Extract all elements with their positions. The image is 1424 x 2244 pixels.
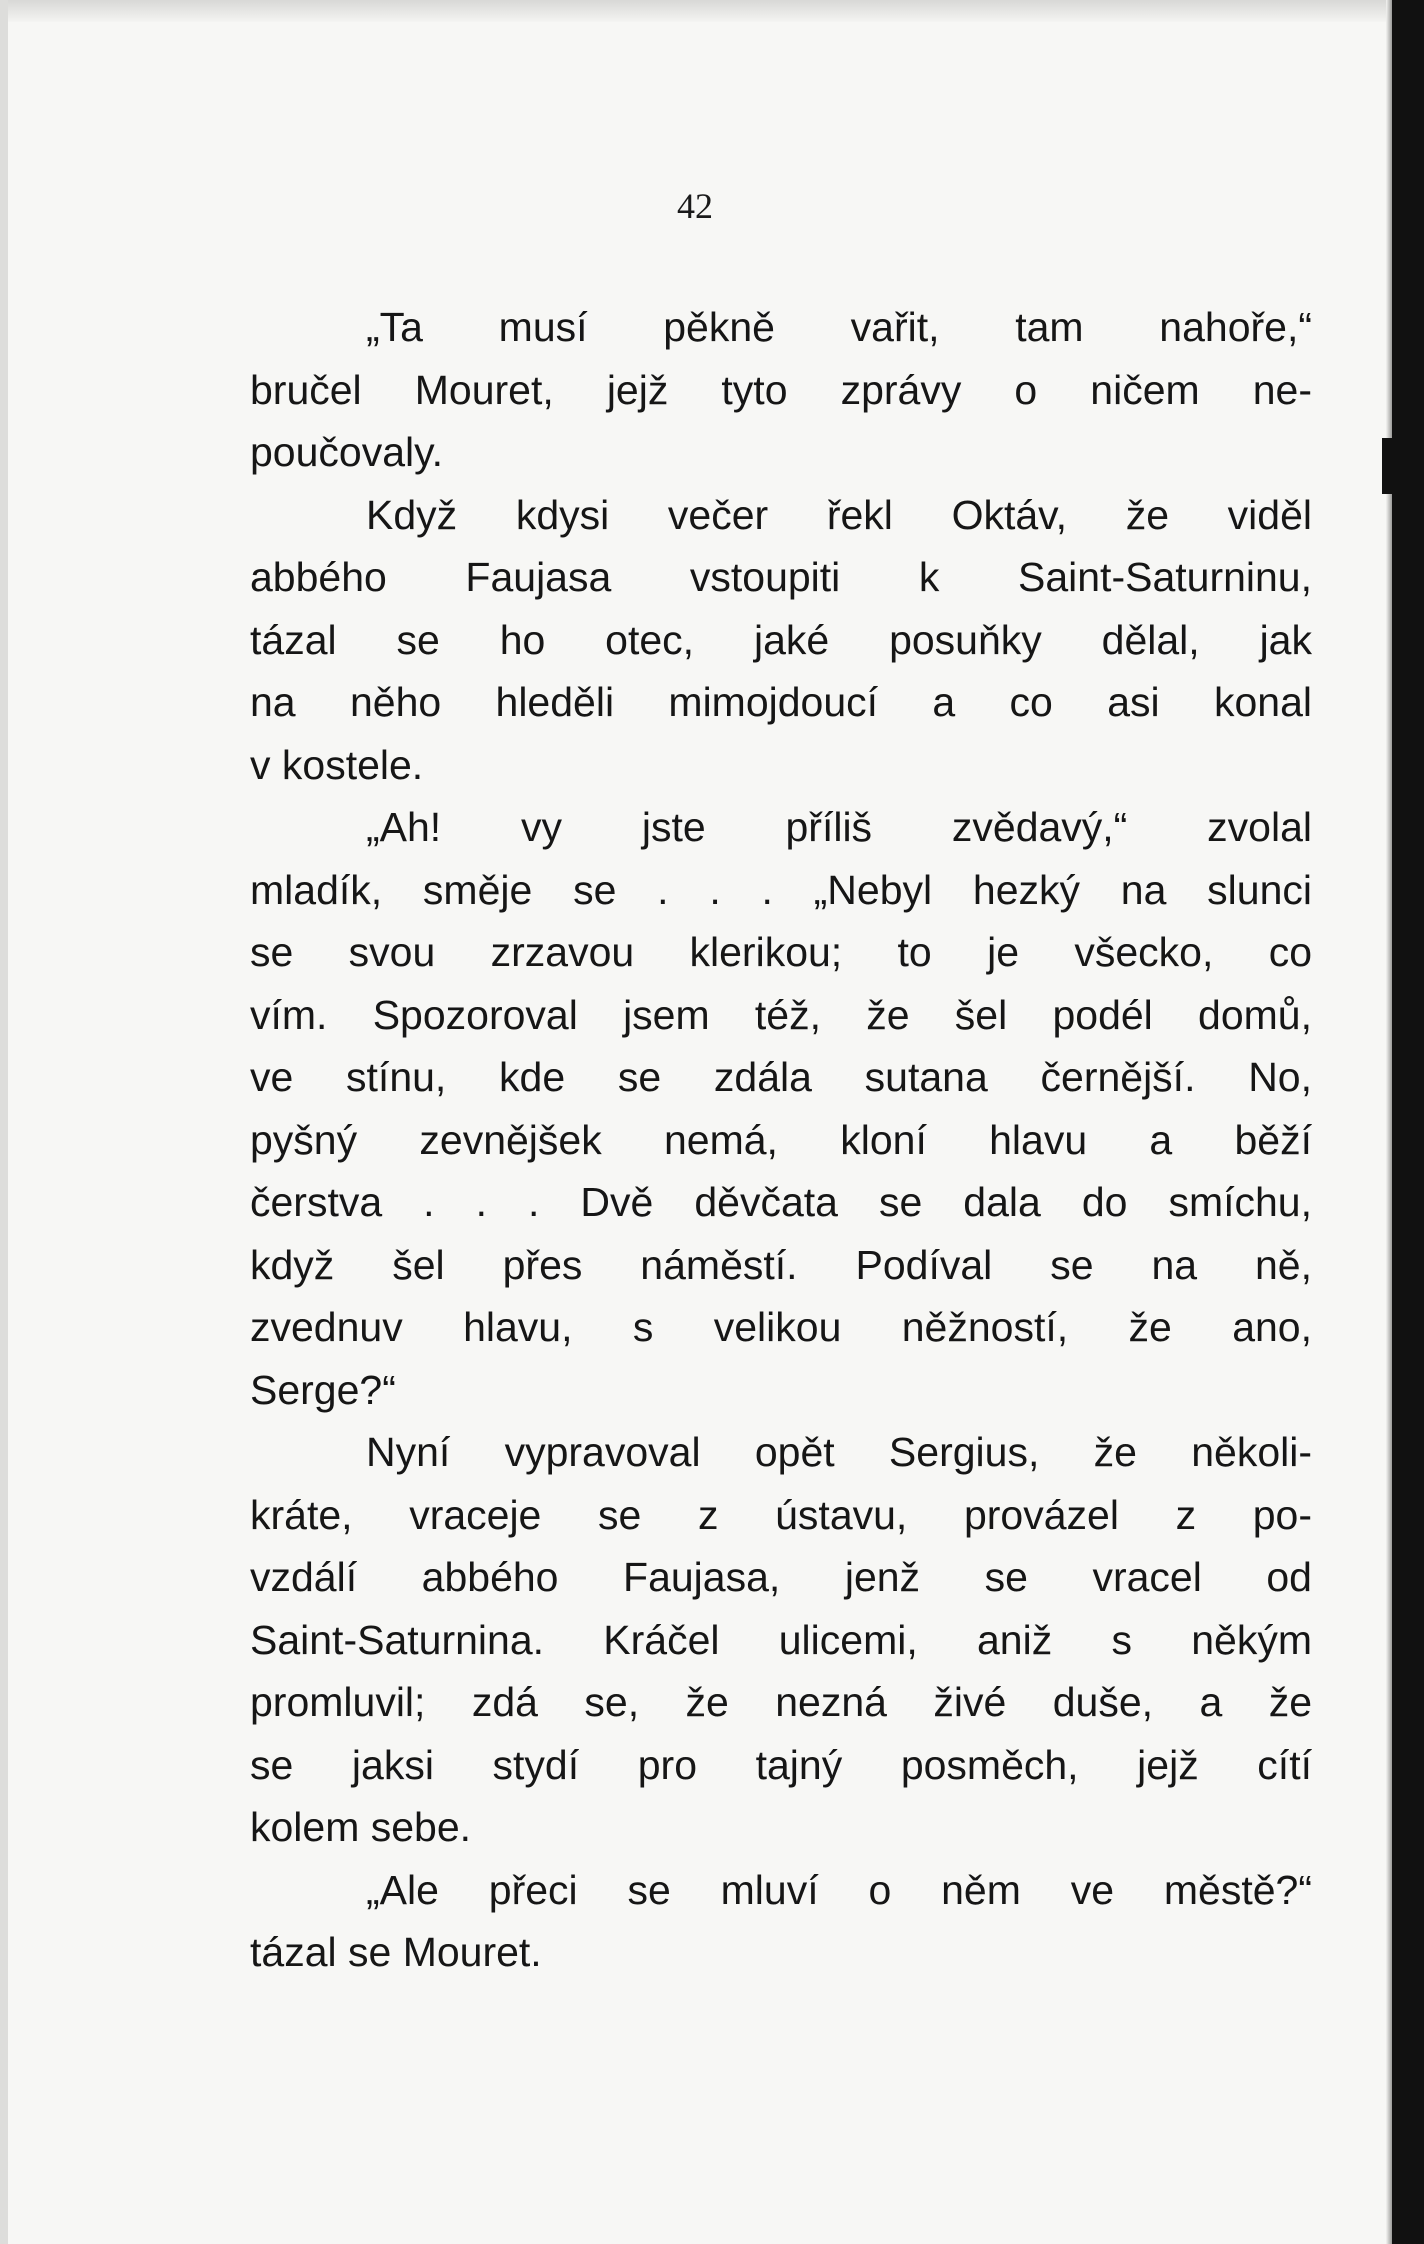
text-line: v kostele. (250, 741, 424, 788)
page-top-edge (0, 0, 1424, 22)
paragraph (250, 1859, 1312, 1984)
paragraph (250, 484, 1312, 797)
text-line: pyšný zevnějšek nemá, kloní hlavu a běží (250, 1116, 1312, 1163)
text-line: „Ta musí pěkně vařit, tam nahoře,“ (366, 304, 1312, 350)
text-line: ve stínu, kde se zdála sutana černější. No, (250, 1054, 1312, 1100)
page-text (250, 296, 1312, 1984)
text-line: Saint-Saturnina. Kráčel ulicemi, aniž s někým (250, 1616, 1312, 1663)
text-line: když šel přes náměstí. Podíval se na ně, (250, 1241, 1312, 1288)
paragraph (250, 796, 1312, 1421)
text-line: promluvil; zdá se, že nezná živé duše, a že (250, 1679, 1312, 1725)
text-line: mladík, směje se . . . „Nebyl hezký na slunci (250, 866, 1312, 913)
text-line: na něho hleděli mimojdoucí a co asi konal (250, 679, 1312, 725)
paragraph (250, 1421, 1312, 1859)
text-line: abbého Faujasa vstoupiti k Saint-Saturninu, (250, 554, 1312, 600)
text-line: se svou zrzavou klerikou; to je všecko, co (250, 929, 1312, 975)
scan-border (1392, 0, 1424, 2244)
page-left-edge (0, 0, 8, 2244)
paragraph (250, 296, 1312, 484)
text-line: vím. Spozoroval jsem též, že šel podél domů, (250, 991, 1312, 1038)
text-line: čerstva . . . Dvě děvčata se dala do smíchu, (250, 1179, 1312, 1225)
text-line: „Ale přeci se mluví o něm ve městě?“ (366, 1866, 1312, 1913)
text-line: se jaksi stydí pro tajný posměch, jejž cítí (250, 1741, 1312, 1788)
text-line: „Ah! vy jste příliš zvědavý,“ zvolal (366, 804, 1312, 850)
text-line: kolem sebe. (250, 1804, 472, 1850)
text-line: zvednuv hlavu, s velikou něžností, že ano, (250, 1304, 1312, 1350)
text-line: tázal se Mouret. (250, 1929, 542, 1975)
text-line: Nyní vypravoval opět Sergius, že několi- (366, 1429, 1312, 1475)
text-line: bručel Mouret, jejž tyto zprávy o ničem ne- (250, 366, 1312, 413)
page-number: 42 (677, 186, 713, 226)
text-line: Když kdysi večer řekl Oktáv, že viděl (366, 491, 1312, 538)
text-line: tázal se ho otec, jaké posuňky dělal, jak (250, 616, 1312, 663)
text-line: poučovaly. (250, 429, 443, 475)
text-line: Serge?“ (250, 1366, 396, 1413)
text-line: kráte, vraceje se z ústavu, provázel z po- (250, 1491, 1312, 1538)
scan-border-notch (1382, 438, 1392, 494)
text-line: vzdálí abbého Faujasa, jenž se vracel od (250, 1554, 1312, 1600)
